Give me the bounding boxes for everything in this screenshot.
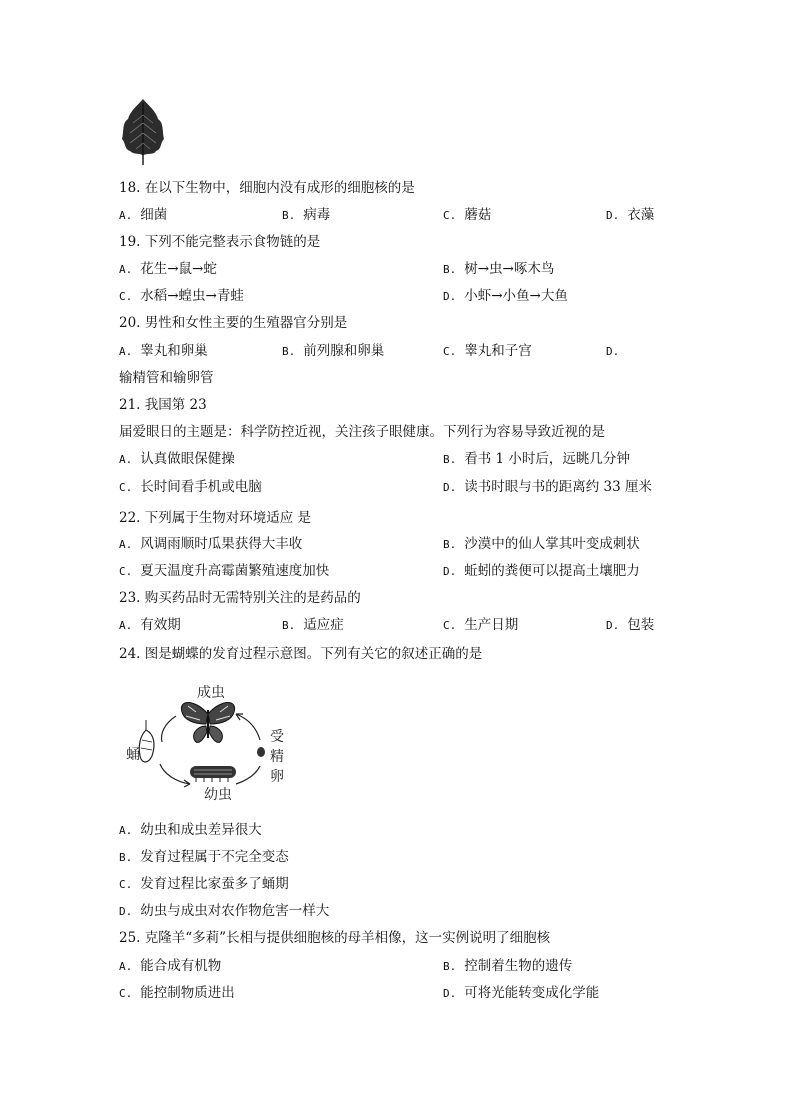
q20-option-b[interactable]: [282, 342, 384, 361]
butterfly-lifecycle-figure: [124, 680, 294, 805]
option-label: A.: [119, 263, 133, 276]
q21-option-b[interactable]: [443, 450, 630, 469]
option-label: D.: [606, 619, 620, 632]
question-22-stem: 22. 下列属于生物对环境适应 是: [119, 510, 312, 526]
q24-option-a[interactable]: [119, 821, 262, 840]
option-text: 幼虫和成虫差异很大: [140, 822, 262, 838]
option-label: B.: [119, 851, 133, 864]
option-label: A.: [119, 453, 133, 466]
option-label: B.: [443, 960, 457, 973]
option-label: C.: [443, 619, 457, 632]
question-23-stem: 23. 购买药品时无需特别关注的是药品的: [119, 590, 361, 606]
option-text: 认真做眼保健操: [140, 451, 235, 467]
q19-option-b[interactable]: [443, 260, 554, 279]
option-label: B.: [282, 619, 296, 632]
option-text: 发育过程属于不完全变态: [140, 849, 289, 865]
figure-label-egg-1: 受: [270, 729, 284, 745]
figure-label-larva: 幼虫: [204, 787, 232, 803]
q22-option-b[interactable]: [443, 535, 640, 554]
q25-option-b[interactable]: [443, 957, 572, 976]
question-18-stem: 18. 在以下生物中，细胞内没有成形的细胞核的是: [119, 180, 415, 196]
question-19-stem: 19. 下列不能完整表示食物链的是: [119, 234, 321, 250]
q22-option-c[interactable]: [119, 562, 329, 581]
q24-option-c[interactable]: [119, 875, 289, 894]
option-label: C.: [119, 987, 133, 1000]
figure-label-pupa: 蛹: [126, 747, 140, 763]
egg-icon: [257, 747, 265, 757]
q20-option-c[interactable]: [443, 342, 532, 361]
q19-option-c[interactable]: [119, 287, 244, 306]
option-label: D.: [443, 565, 457, 578]
option-text: 树→虫→啄木鸟: [464, 261, 555, 277]
option-text: 看书 1 小时后，远眺几分钟: [464, 451, 630, 467]
option-text: 花生→鼠→蛇: [140, 261, 217, 277]
option-text: 小虾→小鱼→大鱼: [464, 288, 568, 304]
option-text: 前列腺和卵巢: [303, 343, 385, 359]
q23-option-a[interactable]: [119, 616, 181, 635]
option-label: C.: [443, 345, 457, 358]
option-text: 可将光能转变成化学能: [464, 985, 600, 1001]
option-label: A.: [119, 538, 133, 551]
figure-label-egg-2: 精: [270, 749, 284, 765]
q20-option-d[interactable]: [606, 342, 627, 361]
option-label: A.: [119, 960, 133, 973]
figure-label-egg-3: 卵: [270, 769, 284, 785]
q23-option-b[interactable]: [282, 616, 344, 635]
option-text: 蚯蚓的粪便可以提高土壤肥力: [464, 563, 640, 579]
option-text: 包装: [627, 617, 655, 633]
q19-option-d[interactable]: [443, 287, 568, 306]
option-text: 沙漠中的仙人掌其叶变成刺状: [464, 536, 640, 552]
pupa-icon: [139, 720, 154, 762]
option-text: 睾丸和子宫: [464, 343, 532, 359]
q19-option-a[interactable]: [119, 260, 217, 279]
option-label: A.: [119, 824, 133, 837]
option-text: 蘑菇: [464, 207, 492, 223]
option-label: D.: [119, 905, 133, 918]
q21-option-a[interactable]: [119, 450, 235, 469]
q25-option-a[interactable]: [119, 957, 221, 976]
q25-option-c[interactable]: [119, 984, 235, 1003]
q24-option-d[interactable]: [119, 902, 329, 921]
option-text: 长时间看手机或电脑: [140, 479, 262, 495]
question-21-stem-line2: 届爱眼日的主题是：科学防控近视，关注孩子眼健康。下列行为容易导致近视的是: [119, 424, 605, 440]
option-text: 夏天温度升高霉菌繁殖速度加快: [140, 563, 330, 579]
butterfly-icon: [181, 703, 234, 743]
option-text: 生产日期: [464, 617, 519, 633]
option-text: 适应症: [303, 617, 344, 633]
q22-option-d[interactable]: [443, 562, 640, 581]
option-text: 衣藻: [627, 207, 655, 223]
question-21-stem-line1: 21. 我国第 23: [119, 397, 207, 413]
q25-option-d[interactable]: [443, 984, 599, 1003]
option-label: D.: [606, 345, 620, 358]
option-text: 水稻→蝗虫→青蛙: [140, 288, 244, 304]
option-label: D.: [606, 209, 620, 222]
option-label: C.: [443, 209, 457, 222]
option-text: 细菌: [140, 207, 168, 223]
q24-option-b[interactable]: [119, 848, 289, 867]
q18-option-a[interactable]: [119, 206, 167, 225]
option-label: B.: [282, 345, 296, 358]
q18-option-d[interactable]: [606, 206, 654, 225]
question-20-stem: 20. 男性和女性主要的生殖器官分别是: [119, 315, 348, 331]
option-label: D.: [443, 290, 457, 303]
q21-option-c[interactable]: [119, 478, 262, 497]
option-label: C.: [119, 565, 133, 578]
option-label: C.: [119, 481, 133, 494]
option-label: B.: [443, 263, 457, 276]
option-label: A.: [119, 209, 133, 222]
option-text: 幼虫与成虫对农作物危害一样大: [140, 903, 330, 919]
question-25-stem: 25. 克隆羊“多莉”长相与提供细胞核的母羊相像，这一实例说明了细胞核: [119, 930, 551, 946]
question-24-stem: 24. 图是蝴蝶的发育过程示意图。下列有关它的叙述正确的是: [119, 646, 483, 662]
option-text: 发育过程比家蚕多了蛹期: [140, 876, 289, 892]
option-label: A.: [119, 345, 133, 358]
option-label: D.: [443, 481, 457, 494]
option-label: B.: [443, 538, 457, 551]
option-text: 风调雨顺时瓜果获得大丰收: [140, 536, 303, 552]
larva-icon: [190, 766, 236, 782]
option-text: 有效期: [140, 617, 181, 633]
q18-option-b[interactable]: [282, 206, 330, 225]
q22-option-a[interactable]: [119, 535, 302, 554]
option-text: 读书时眼与书的距离约 33 厘米: [464, 479, 653, 495]
q23-option-c[interactable]: [443, 616, 518, 635]
option-label: B.: [282, 209, 296, 222]
q20-option-a[interactable]: [119, 342, 208, 361]
figure-label-adult: 成虫: [197, 685, 225, 701]
option-text: 病毒: [303, 207, 331, 223]
option-text: 控制着生物的遗传: [464, 958, 573, 974]
leaf-illustration: [118, 95, 168, 167]
q23-option-d[interactable]: [606, 616, 654, 635]
q20-option-d-wrap: 输精管和输卵管: [119, 370, 214, 386]
option-label: D.: [443, 987, 457, 1000]
q21-option-d[interactable]: [443, 478, 652, 497]
option-label: B.: [443, 453, 457, 466]
option-label: A.: [119, 619, 133, 632]
option-text: 能控制物质进出: [140, 985, 235, 1001]
q18-option-c[interactable]: [443, 206, 491, 225]
option-text: 能合成有机物: [140, 958, 222, 974]
option-label: C.: [119, 878, 133, 891]
option-label: C.: [119, 290, 133, 303]
option-text: 睾丸和卵巢: [140, 343, 208, 359]
